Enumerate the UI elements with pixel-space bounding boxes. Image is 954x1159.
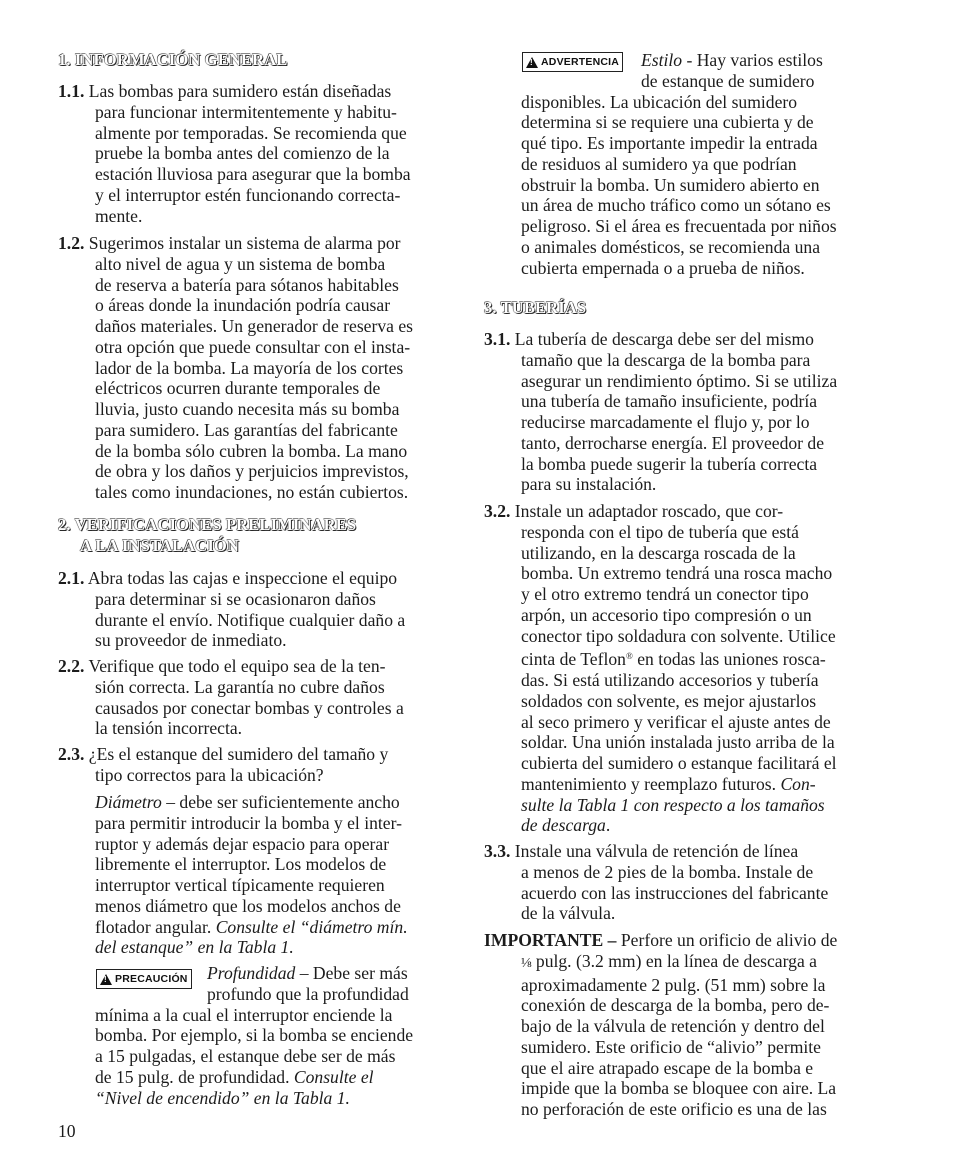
text-line: determina si se requiere una cubierta y de — [521, 112, 814, 133]
text-line: aproximadamente 2 pulg. (51 mm) sobre la — [521, 974, 826, 995]
table-reference: Consulte el — [293, 1066, 374, 1087]
table-reference: “Nivel de encendido” en la Tabla 1. — [95, 1087, 350, 1108]
estilo-term: Estilo — [641, 50, 683, 70]
diametro-term: Diámetro — [95, 792, 162, 812]
paragraph-2-2 — [58, 656, 404, 739]
text-line: sión correcta. La garantía no cubre daños — [95, 676, 385, 697]
text-line: y el otro extremo tendrá un conector tipo — [521, 584, 809, 604]
paragraph-number: 1.1. — [58, 81, 85, 101]
text-line: sumidero. Este orificio de “alivio” permite — [521, 1036, 821, 1057]
paragraph-number: 3.3. — [484, 841, 511, 861]
text-line: no perforación de este orificio es una de las — [521, 1099, 827, 1119]
text-line: eléctricos ocurren durante temporales de — [95, 378, 381, 399]
text-line: - Hay varios estilos — [682, 50, 823, 70]
text-line: durante el envío. Notifique cualquier daño a — [95, 609, 406, 630]
text-line: tipo correctos para la ubicación? — [95, 764, 324, 785]
profundidad-paragraph — [58, 963, 413, 1108]
text-line: en todas las uniones rosca- — [632, 649, 826, 670]
paragraph-3-3 — [484, 841, 828, 924]
text-line: ¿Es el estanque del sumidero del tamaño y — [88, 744, 389, 764]
text-line: al seco primero y verificar el ajuste antes de — [521, 711, 831, 732]
paragraph-number: 3.1. — [484, 329, 511, 349]
text-line: Abra todas las cajas e inspeccione el equipo — [87, 568, 398, 588]
text-line: conector tipo soldadura con solvente. Utilice — [521, 625, 836, 646]
text-line: acuerdo con las instrucciones del fabricante — [521, 882, 829, 903]
text-line: otra opción que puede consultar con el insta- — [95, 336, 411, 357]
paragraph-1-2 — [58, 233, 413, 503]
text-line: arpón, un accesorio tipo compresión o un — [521, 604, 812, 625]
text-line: para funcionar intermitentemente y habitu- — [95, 101, 397, 122]
text-line: de la válvula. — [521, 903, 616, 924]
text-line: cubierta empernada o a prueba de niños. — [521, 257, 805, 278]
table-reference: Consulte el “diámetro mín. — [215, 916, 408, 937]
text-line: mente. — [95, 205, 143, 226]
text-line: profundo que la profundidad — [207, 983, 409, 1004]
text-line: pruebe la bomba antes del comienzo de la — [95, 143, 390, 164]
registered-mark: ® — [625, 651, 633, 662]
text-line: un área de mucho tráfico como un sótano es — [521, 195, 831, 216]
text-line: peligroso. Si el área es frecuentada por niños — [521, 216, 837, 236]
text-line: daños materiales. Un generador de reserva es — [95, 316, 414, 336]
text-line: causados por conectar bombas y controles a — [95, 697, 404, 718]
text-line: a menos de 2 pies de la bomba. Instale de — [521, 861, 814, 882]
text-line: que el aire atrapado escape de la bomba e — [521, 1057, 814, 1078]
text-line: impide que la bomba se bloquee con aire. La — [521, 1078, 837, 1099]
text-line: almente por temporadas. Se recomienda que — [95, 122, 407, 143]
text-line: pulg. (3.2 mm) en la línea de descarga a — [531, 950, 817, 971]
text-line: – Debe ser más — [295, 963, 408, 983]
text-line: asegurar un rendimiento óptimo. Si se utiliza — [521, 370, 838, 391]
text-line: para permitir introducir la bomba y el inter- — [95, 812, 402, 833]
paragraph-number: 3.2. — [484, 501, 511, 521]
text-line: para sumidero. Las garantías del fabricante — [95, 419, 398, 440]
text-line: disponibles. La ubicación del sumidero — [521, 91, 798, 112]
text-line: . — [605, 815, 611, 836]
estilo-paragraph — [484, 50, 837, 278]
text-line: cinta de Teflon — [521, 649, 626, 670]
table-reference: Con- — [780, 773, 816, 794]
text-line: soldar. Una unión instalada justo arriba de la — [521, 732, 835, 753]
text-line: soldados con solvente, es mejor ajustarlos — [521, 690, 817, 711]
text-line: lluvia, justo cuando necesita más su bomba — [95, 399, 400, 419]
text-line: para determinar si se ocasionaron daños — [95, 588, 376, 609]
text-line: obstruir la bomba. Un sumidero abierto en — [521, 174, 820, 195]
profundidad-term: Profundidad — [207, 963, 296, 983]
text-line: y el interruptor estén funcionando correcta- — [95, 184, 401, 205]
text-line: tamaño que la descarga de la bomba para — [521, 349, 811, 370]
text-line: bajo de la válvula de retención y dentro del — [521, 1016, 825, 1036]
section-2-title — [58, 515, 356, 557]
paragraph-3-1 — [484, 329, 837, 495]
table-reference: de descarga — [521, 815, 606, 836]
text-line: de reserva a batería para sótanos habitables — [95, 274, 399, 295]
text-line: responda con el tipo de tubería que está — [521, 521, 799, 542]
text-line: o áreas donde la inundación podría causar — [95, 295, 391, 316]
text-line: tales como inundaciones, no están cubiertos. — [95, 482, 409, 502]
text-line: de obra y los daños y perjuicios imprevistos, — [95, 461, 409, 482]
text-line: la bomba puede sugerir la tubería correcta — [521, 453, 818, 474]
text-line: estación lluviosa para asegurar que la bomba — [95, 164, 411, 184]
paragraph-number: 2.1. — [58, 568, 85, 588]
table-reference: sulte la Tabla 1 con respecto a los tamaños — [521, 794, 825, 815]
text-line: interruptor vertical típicamente requieren — [95, 875, 385, 895]
paragraph-number: 1.2. — [58, 233, 85, 253]
text-line: para su instalación. — [521, 474, 657, 495]
section-3-title: 3. TUBERÍAS — [484, 298, 587, 317]
text-line: La tubería de descarga debe ser del mismo — [514, 329, 814, 349]
text-line: menos diámetro que los modelos anchos de — [95, 895, 401, 916]
paragraph-3-2 — [484, 501, 837, 836]
text-line: Instale una válvula de retención de línea — [514, 841, 799, 861]
text-line: bomba. Un extremo tendrá una rosca macho — [521, 563, 833, 584]
text-line: de estanque de sumidero — [641, 70, 815, 91]
text-line: Sugerimos instalar un sistema de alarma por — [88, 233, 401, 253]
text-line: su proveedor de inmediato. — [95, 630, 287, 651]
text-line: – debe ser suficientemente ancho — [161, 792, 400, 812]
text-line: la tensión incorrecta. — [95, 718, 243, 739]
text-line: a 15 pulgadas, el estanque debe ser de más — [95, 1046, 396, 1066]
text-line: qué tipo. Es importante impedir la entrada — [521, 133, 818, 153]
text-line: utilizando, en la descarga roscada de la — [521, 542, 796, 563]
paragraph-2-1 — [58, 568, 405, 651]
text-line: mantenimiento y reemplazo futuros. — [521, 773, 781, 794]
text-line: lador de la bomba. La mayoría de los cortes — [95, 357, 404, 378]
text-line: reducirse marcadamente el flujo y, por lo — [521, 412, 810, 432]
table-reference: del estanque” en la Tabla 1. — [95, 937, 294, 958]
text-line: mínima a la cual el interruptor enciende la — [95, 1004, 393, 1025]
section-2-title-line-1: 2. VERIFICACIONES PRELIMINARES — [58, 515, 357, 534]
warning-triangle-icon: ! — [526, 57, 538, 68]
importante-paragraph — [484, 930, 837, 1120]
fraction: ⅛ — [521, 955, 532, 971]
paragraph-2-3 — [58, 744, 388, 786]
text-line: Las bombas para sumidero están diseñadas — [88, 81, 392, 101]
text-line: de 15 pulg. de profundidad. — [95, 1066, 294, 1087]
paragraph-number: 2.2. — [58, 656, 85, 676]
text-line: cubierta del sumidero o estanque facilitará el — [521, 753, 837, 773]
text-line: flotador angular. — [95, 916, 216, 937]
text-line: das. Si está utilizando accesorios y tubería — [521, 670, 819, 690]
text-line: bomba. Por ejemplo, si la bomba se enciende — [95, 1025, 414, 1046]
text-line: de la bomba sólo cubren la bomba. La mano — [95, 440, 408, 461]
text-line: o animales domésticos, se recomienda una — [521, 236, 820, 257]
text-line: alto nivel de agua y un sistema de bomba — [95, 253, 386, 274]
text-line: Verifique que todo el equipo sea de la ten- — [88, 656, 386, 676]
text-line: Perfore un orificio de alivio de — [616, 930, 838, 950]
text-line: ruptor y además dejar espacio para operar — [95, 833, 390, 854]
text-line: de residuos al sumidero ya que podrían — [521, 153, 797, 174]
text-line: tanto, derrocharse energía. El proveedor de — [521, 432, 825, 453]
paragraph-number: 2.3. — [58, 744, 85, 764]
warning-label: ADVERTENCIA — [541, 56, 620, 68]
text-line: una tubería de tamaño insuficiente, podría — [521, 391, 818, 412]
section-1-title: 1. INFORMACIÓN GENERAL — [58, 50, 288, 69]
section-2-title-line-2: A LA INSTALACIÓN — [80, 535, 239, 555]
importante-label: IMPORTANTE – — [484, 930, 617, 950]
page-number: 10 — [58, 1121, 76, 1141]
caution-label: PRECAUCIÓN — [115, 973, 188, 985]
text-line: Instale un adaptador roscado, que cor- — [514, 501, 784, 521]
text-line: conexión de descarga de la bomba, pero de- — [521, 995, 830, 1016]
paragraph-1-1 — [58, 81, 411, 226]
diametro-paragraph — [58, 792, 408, 958]
warning-triangle-icon: ! — [100, 974, 112, 985]
text-line: libremente el interruptor. Los modelos de — [95, 854, 387, 875]
